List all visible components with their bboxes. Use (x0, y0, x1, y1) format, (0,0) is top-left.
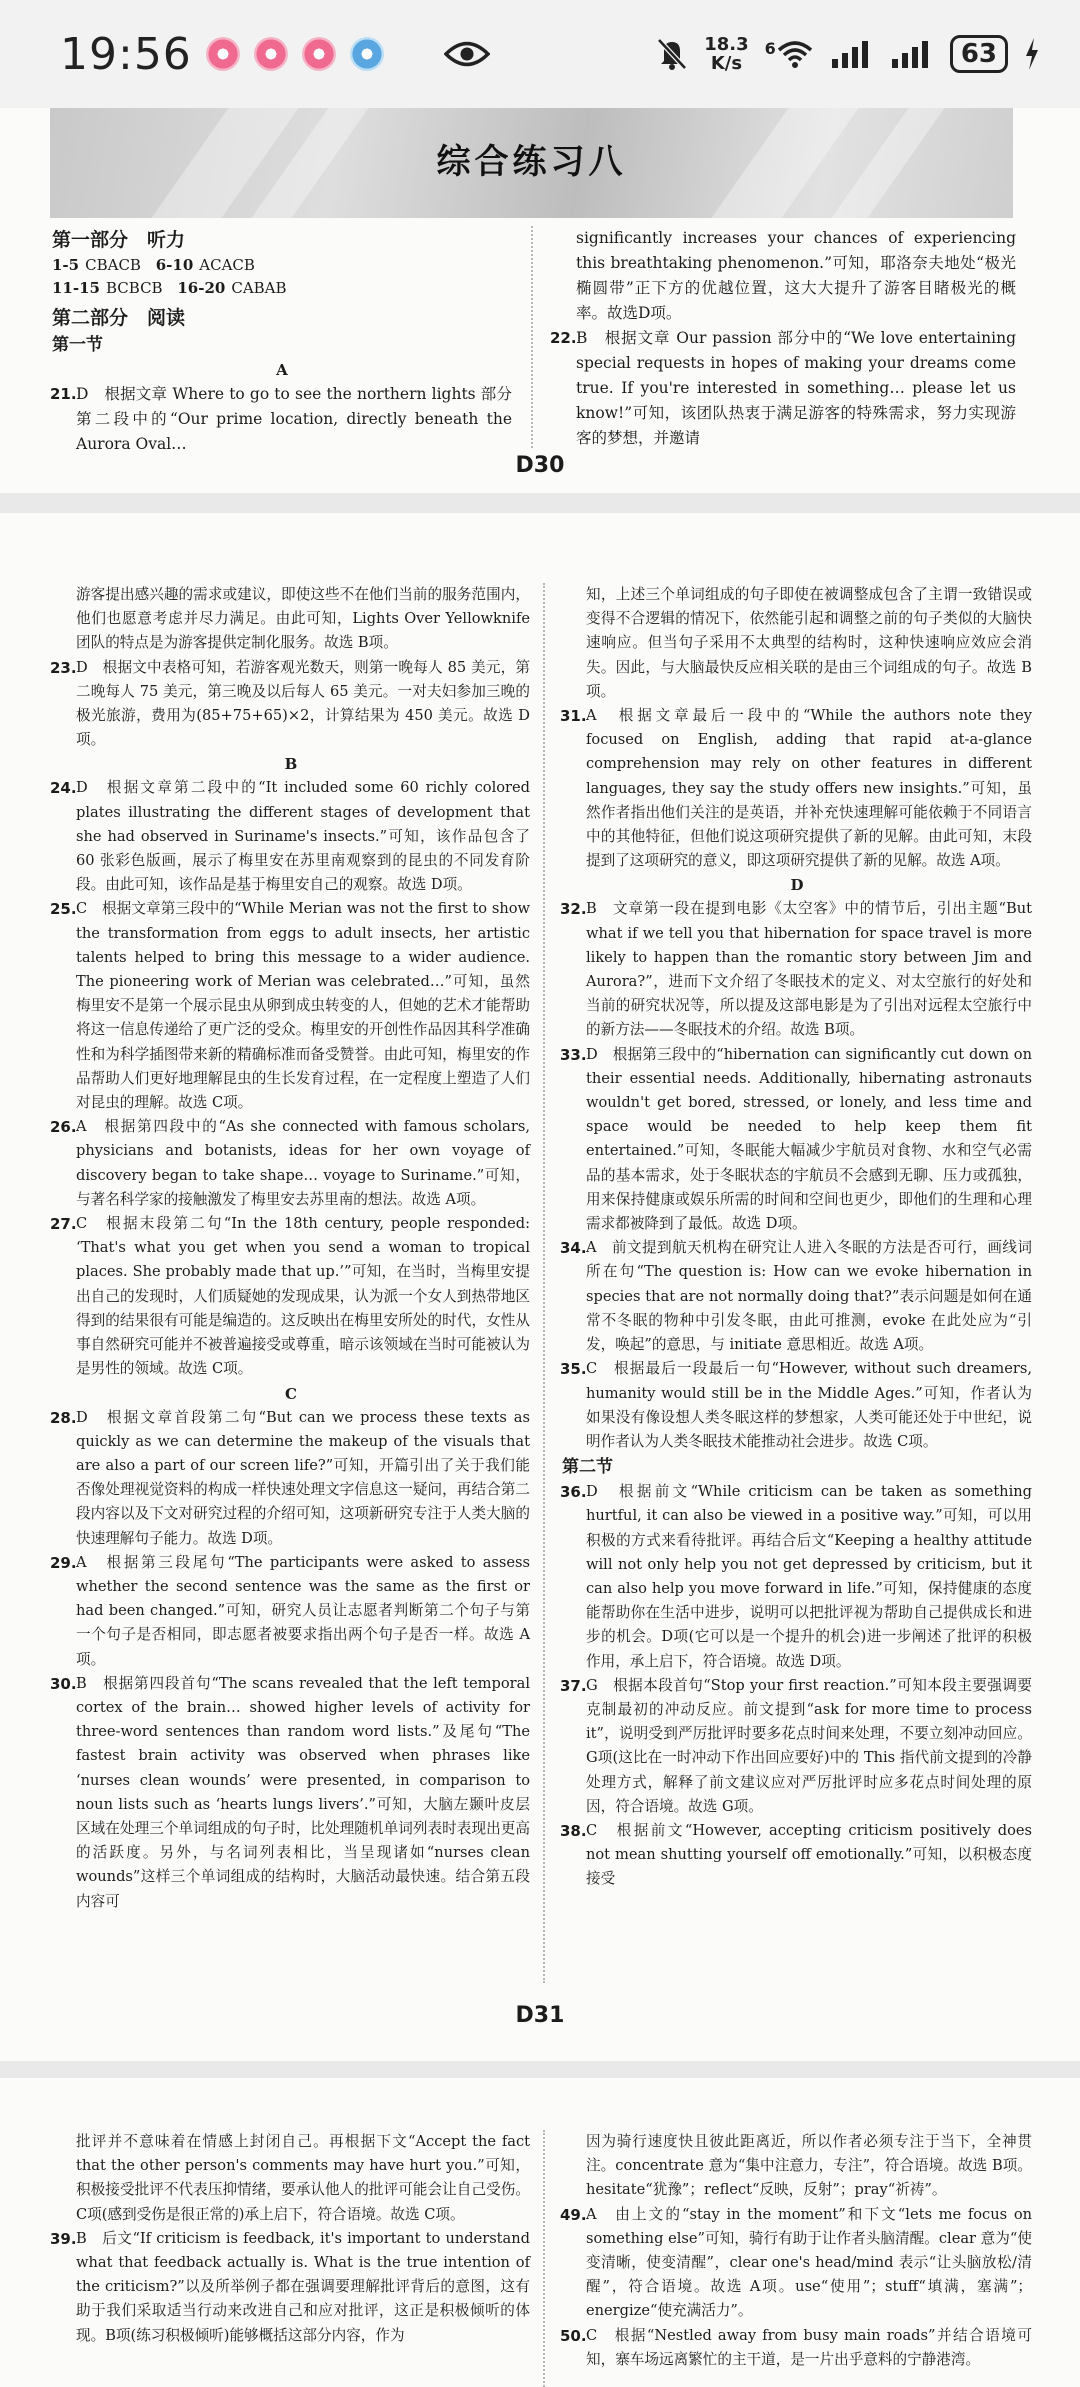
answer-continuation: 知，上述三个单词组成的句子即使在被调整成包含了主谓一致错误或变得不合逻辑的情况下，依然能引起和调整之前的句子类似的大脑快速响应。但当句子采用不太典型的结构时，这种快速响应效应会消失。因此，与大脑最快反应相关联的是由三个词组成的句子。故选 B项。 (586, 586, 1032, 700)
answer-continuation: 游客提出感兴趣的需求或建议，即使这些不在他们当前的服务范围内，他们也愿意考虑并尽力满足。由此可知，Lights Over Yellowknife 团队的特点是为游客提供定制化服务。故选 B项。 (76, 586, 530, 652)
column-divider (543, 583, 545, 1983)
eye-comfort-icon (444, 39, 490, 69)
answer-continuation: significantly increases your chances of experiencing this breathtaking phenomenon.”可知，耶洛奈夫地处“极光椭圆带”正下方的优越位置，这大大提升了游客目睹极光的概率。故选D项。 (576, 229, 1016, 322)
answer-item: 25. C 根据文章第三段中的“While Merian was not the first to show the transformation from eggs to adult insects, her artistic talents helped to bring this message to a wider audience. The pioneering work of Merian was celebrated…”可知，虽然梅里安不是第一个展示昆虫从卵到成虫转变的人，但她的艺术才能帮助将这一信息传递给了更广泛的受众。梅里安的开创性作品因其科学准确性和为科学插图带来新的精确标准而备受赞誉。由此可知，梅里安的作品帮助人们更好地理解昆虫的生长发育过程，在一定程度上塑造了人们对昆虫的理解。故选 C项。 (50, 900, 530, 1112)
answer-item: 24. D 根据文章第二段中的“It included some 60 richly colored plates illustrating the different stages of development that she had observed in Suriname's insects.”可知，该作品包含了 60 张彩色版画，展示了梅里安在苏里南观察到的昆虫的不同发育阶段。由此可知，该作品是基于梅里安自己的观察。故选 D项。 (50, 779, 530, 894)
section2-heading: 第二节 (562, 1457, 613, 1478)
app-notification-icon (302, 37, 336, 71)
answer-item: 21. D 根据文章 Where to go to see the northern lights 部分第二段中的“Our prime location, directly beneath the Aurora Oval… (50, 385, 512, 453)
answer-item: 37. G 根据本段首句“Stop your first reaction.”可知本段主要强调要克制最初的冲动反应。前文提到“ask for more time to process it”，说明受到严厉批评时要多花点时间来处理，不要立刻冲动回应。G项(这比在一时冲动下作出回应要好)中的 This 指代前文提到的冷静处理方式，解释了前文建议应对严厉批评时应多花点时间处理的原因，符合语境。故选 G项。 (560, 1676, 1032, 1815)
answer-item: 26. A 根据第四段中的“As she connected with famous scholars, physicians and botanists, ideas for her own voyage of discovery began to take shape… voyage to Suriname.”可知，与著名科学家的接触激发了梅里安去苏里南的想法。故选 A项。 (50, 1118, 530, 1208)
charging-icon (1024, 37, 1040, 71)
answer-item: 36. D 根据前文“While criticism can be taken as something hurtful, it can also be viewed in a positive way.”可知，可以用积极的方式来看待批评。再结合后文“Keeping a healthy attitude will not only help you not get depressed by criticism, but it can also help you move forward in life.”可知，保持健康的态度能帮助你在生活中进步，说明可以把批评视为帮助自己提供成长和进步的机会。D项(它可以是一个提升的机会)进一步阐述了批评的积极作用，承上启下，符合语境。故选 D项。 (560, 1483, 1032, 1670)
answer-item: 49. A 由上文的“stay in the moment”和下文“lets me focus on something else”可知，骑行有助于让作者头脑清醒。clear 意为“使变清晰，使变清醒”，clear one's head/mind 表示“让头脑放松/清醒”，符合语境。故选 A项。use“使用”；stuff“填满，塞满”；energize“使充满活力”。 (560, 2205, 1032, 2320)
page-number: D30 (515, 453, 565, 478)
answer-item: 33. D 根据第三段中的“hibernation can significantly cut down on their essential needs. Additionally, hibernating astronauts wouldn't get bored, stressed, or lonely, and less time and space would be needed to help keep them fit entertained.”可知，冬眠能大幅减少宇航员对食物、水和空气必需品的基本需求，处于冬眠状态的宇航员不会感到无聊、压力或孤独，用来保持健康或娱乐所需的时间和空间也更少，即他们的生理和心理需求都被降到了最低。故选 D项。 (560, 1045, 1032, 1233)
notification-icons (206, 37, 384, 71)
right-column (562, 2130, 1032, 2372)
answer-item: 38. C 根据前文“However, accepting criticism positively does not mean shutting yourself off emotionally.”可知，以积极态度接受 (560, 1821, 1032, 1888)
answer-item: 34. A 前文提到航天机构在研究让人进入冬眠的方法是否可行，画线词所在句“The question is: How can we evoke hibernation in species that are not normally doing that?”表示问题是如何在通常不冬眠的物种中引发冬眠，由此可推测，evoke 在此处应为“引发，唤起”的意思，与 initiate 意思相近。故选 A项。 (560, 1239, 1032, 1354)
left-column (52, 226, 512, 457)
page-d30 (0, 108, 1080, 493)
answer-item: 35. C 根据最后一段最后一句“However, without such dreamers, humanity would still be in the Middle Ages.”可知，作者认为如果没有像设想人类冬眠这样的梦想家，人类可能还处于中世纪，说明作者认为人类冬眠技术能推动社会进步。故选 C项。 (560, 1360, 1032, 1450)
right-column (552, 226, 1016, 451)
section1-heading: 第一节 (52, 335, 103, 355)
answer-item: 29. A 根据第三段尾句“The participants were asked to assess whether the second sentence was the same as the first or had been changed.”可知，研究人员让志愿者判断第二个句子与第一个句子是否相同，即志愿者被要求指出两个句子是否一样。故选 A项。 (50, 1553, 530, 1668)
passage-label: D (790, 876, 804, 895)
net-speed-unit: K/s (710, 53, 743, 74)
passage-label: C (285, 1384, 297, 1403)
app-notification-icon (254, 37, 288, 71)
answer-item: 22. B 根据文章 Our passion 部分中的“We love entertaining special requests in hopes of making your dreams come true. If you're interested in something… please let us know!”可知，该团队热衷于满足游客的特殊需求，努力实现游客的梦想，并邀请 (550, 329, 1016, 447)
right-column (562, 583, 1032, 1892)
answer-item: 32. B 文章第一段在提到电影《太空客》中的情节后，引出主题“But what if we tell you that hibernation for space travel is more likely to happen than the romantic story between Jim and Aurora?”，进而下文介绍了冬眠技术的定义、对太空旅行的好处和当前的研究状况等，所以提及这部电影是为了引出对远程太空旅行中的新方法——冬眠技术的介绍。故选 B项。 (560, 900, 1032, 1039)
answer-item: 30. B 根据第四段首句“The scans revealed that the left temporal cortex of the brain… showed higher levels of activity for three-word sentences than random word lists.”及尾句“The fastest brain activity was observed when phrases like ‘nurses clean wounds’ were presented, in comparison to noun lists such as ‘hearts lungs livers’.”可知，大脑左颞叶皮层区域在处理三个单词组成的句子时，比处理随机单词列表时表现出更高的活跃度。另外，与名词列表相比，当呈现诸如“nurses clean wounds”这样三个单词组成的结构时，大脑活动最快速。结合第五段内容可 (50, 1674, 530, 1910)
page-d32 (0, 2078, 1080, 2387)
mute-bell-icon (656, 37, 688, 71)
title-banner (50, 108, 1013, 218)
app-notification-icon (206, 37, 240, 71)
answer-item: 23. D 根据文中表格可知，若游客观光数天，则第一晚每人 85 美元，第二晚每人 75 美元，第三晚及以后每人 65 美元。一对夫妇参加三晚的极光旅游，费用为(85+75+65)×2，计算结果为 450 美元。故选 D项。 (50, 658, 530, 749)
signal-strength-icon (890, 39, 934, 69)
answer-continuation: 因为骑行速度快且彼此距离近，所以作者必须专注于当下，全神贯注。concentrate 意为“集中注意力，专注”，符合语境。故选 B项。hesitate“犹豫”；reflect“反映，反射”；pray“祈祷”。 (586, 2133, 1032, 2199)
answer-line: 11-15 BCBCB 16-20 CABAB (52, 279, 287, 297)
answer-continuation: 批评并不意味着在情感上封闭自己。再根据下文“Accept the fact that the other person's comments may have hurt you.”可知，积极接受批评不代表压抑情绪，要承认他人的批评可能会让自己受伤。C项(感到受伤是很正常的)承上启下，符合语境。故选 C项。 (76, 2133, 530, 2223)
page-number: D31 (515, 2003, 565, 2028)
page-d31 (0, 513, 1080, 2061)
page-title: 综合练习八 (436, 142, 627, 182)
answer-item: 50. C 根据“Nestled away from busy main roads”并结合语境可知，寨车场远离繁忙的主干道，是一片出乎意料的宁静港湾。 (560, 2326, 1032, 2368)
net-type: 6 (764, 39, 776, 58)
part2-heading: 第二部分 阅读 (52, 307, 186, 329)
passage-label: B (284, 755, 298, 774)
status-time: 19:56 (60, 28, 192, 80)
battery-level: 63 (950, 35, 1008, 73)
answer-item: 31. A 根据文章最后一段中的“While the authors note they focused on English, adding that rapid at-a-glance comprehension may rely on other features in different languages, they say the study offers new insights.”可知，虽然作者指出他们关注的是英语，并补充快速理解可能依赖于不同语言中的其他特征，但他们说这项研究提供了新的见解。由此可知，末段提到了这项研究的意义，即这项研究提供了新的见解。故选 A项。 (560, 707, 1032, 870)
passage-label: A (276, 361, 288, 379)
column-divider (543, 2130, 545, 2387)
net-speed (704, 35, 748, 73)
column-divider (531, 226, 533, 448)
left-column (52, 2130, 530, 2348)
answer-item: 39. B 后文“If criticism is feedback, it's important to understand what that feedback actually is. What is the true intention of the criticism?”以及所举例子都在强调要理解批评背后的意图，这有助于我们采取适当行动来改进自己和应对批评，这正是积极倾听的体现。B项(练习积极倾听)能够概括这部分内容，作为 (50, 2229, 530, 2344)
answer-item: 27. C 根据末段第二句“In the 18th century, people responded: ‘That's what you get when you send a woman to tropical places. She probably made that up.’”可知，在当时，当梅里安提出自己的发现时，人们质疑她的发现成果，认为派一个女人到热带地区得到的结果很有可能是编造的。这反映出在梅里安所处的时代，女性从事自然研究可能并不被普遍接受或尊重，暗示该领域在当时可能被认为是男性的领域。故选 C项。 (50, 1215, 530, 1378)
status-bar (0, 0, 1080, 108)
app-notification-icon (350, 37, 384, 71)
wifi-icon (776, 39, 814, 69)
answer-line: 1-5 CBACB 6-10 ACACB (52, 256, 255, 274)
left-column (52, 583, 530, 1914)
signal-strength-icon (830, 39, 874, 69)
net-speed-value: 18.3 (704, 34, 749, 55)
part1-heading: 第一部分 听力 (52, 229, 186, 251)
answer-item: 28. D 根据文章首段第二句“But can we process these texts as quickly as we can determine the makeup of the visuals that are also a part of our screen life?”可知，开篇引出了关于我们能否像处理视觉资料的构成一样快速处理文字信息这一疑问，再结合第二段内容以及下文对研究过程的介绍可知，这项新研究专注于人类大脑的快速理解句子能力。故选 D项。 (50, 1408, 530, 1547)
